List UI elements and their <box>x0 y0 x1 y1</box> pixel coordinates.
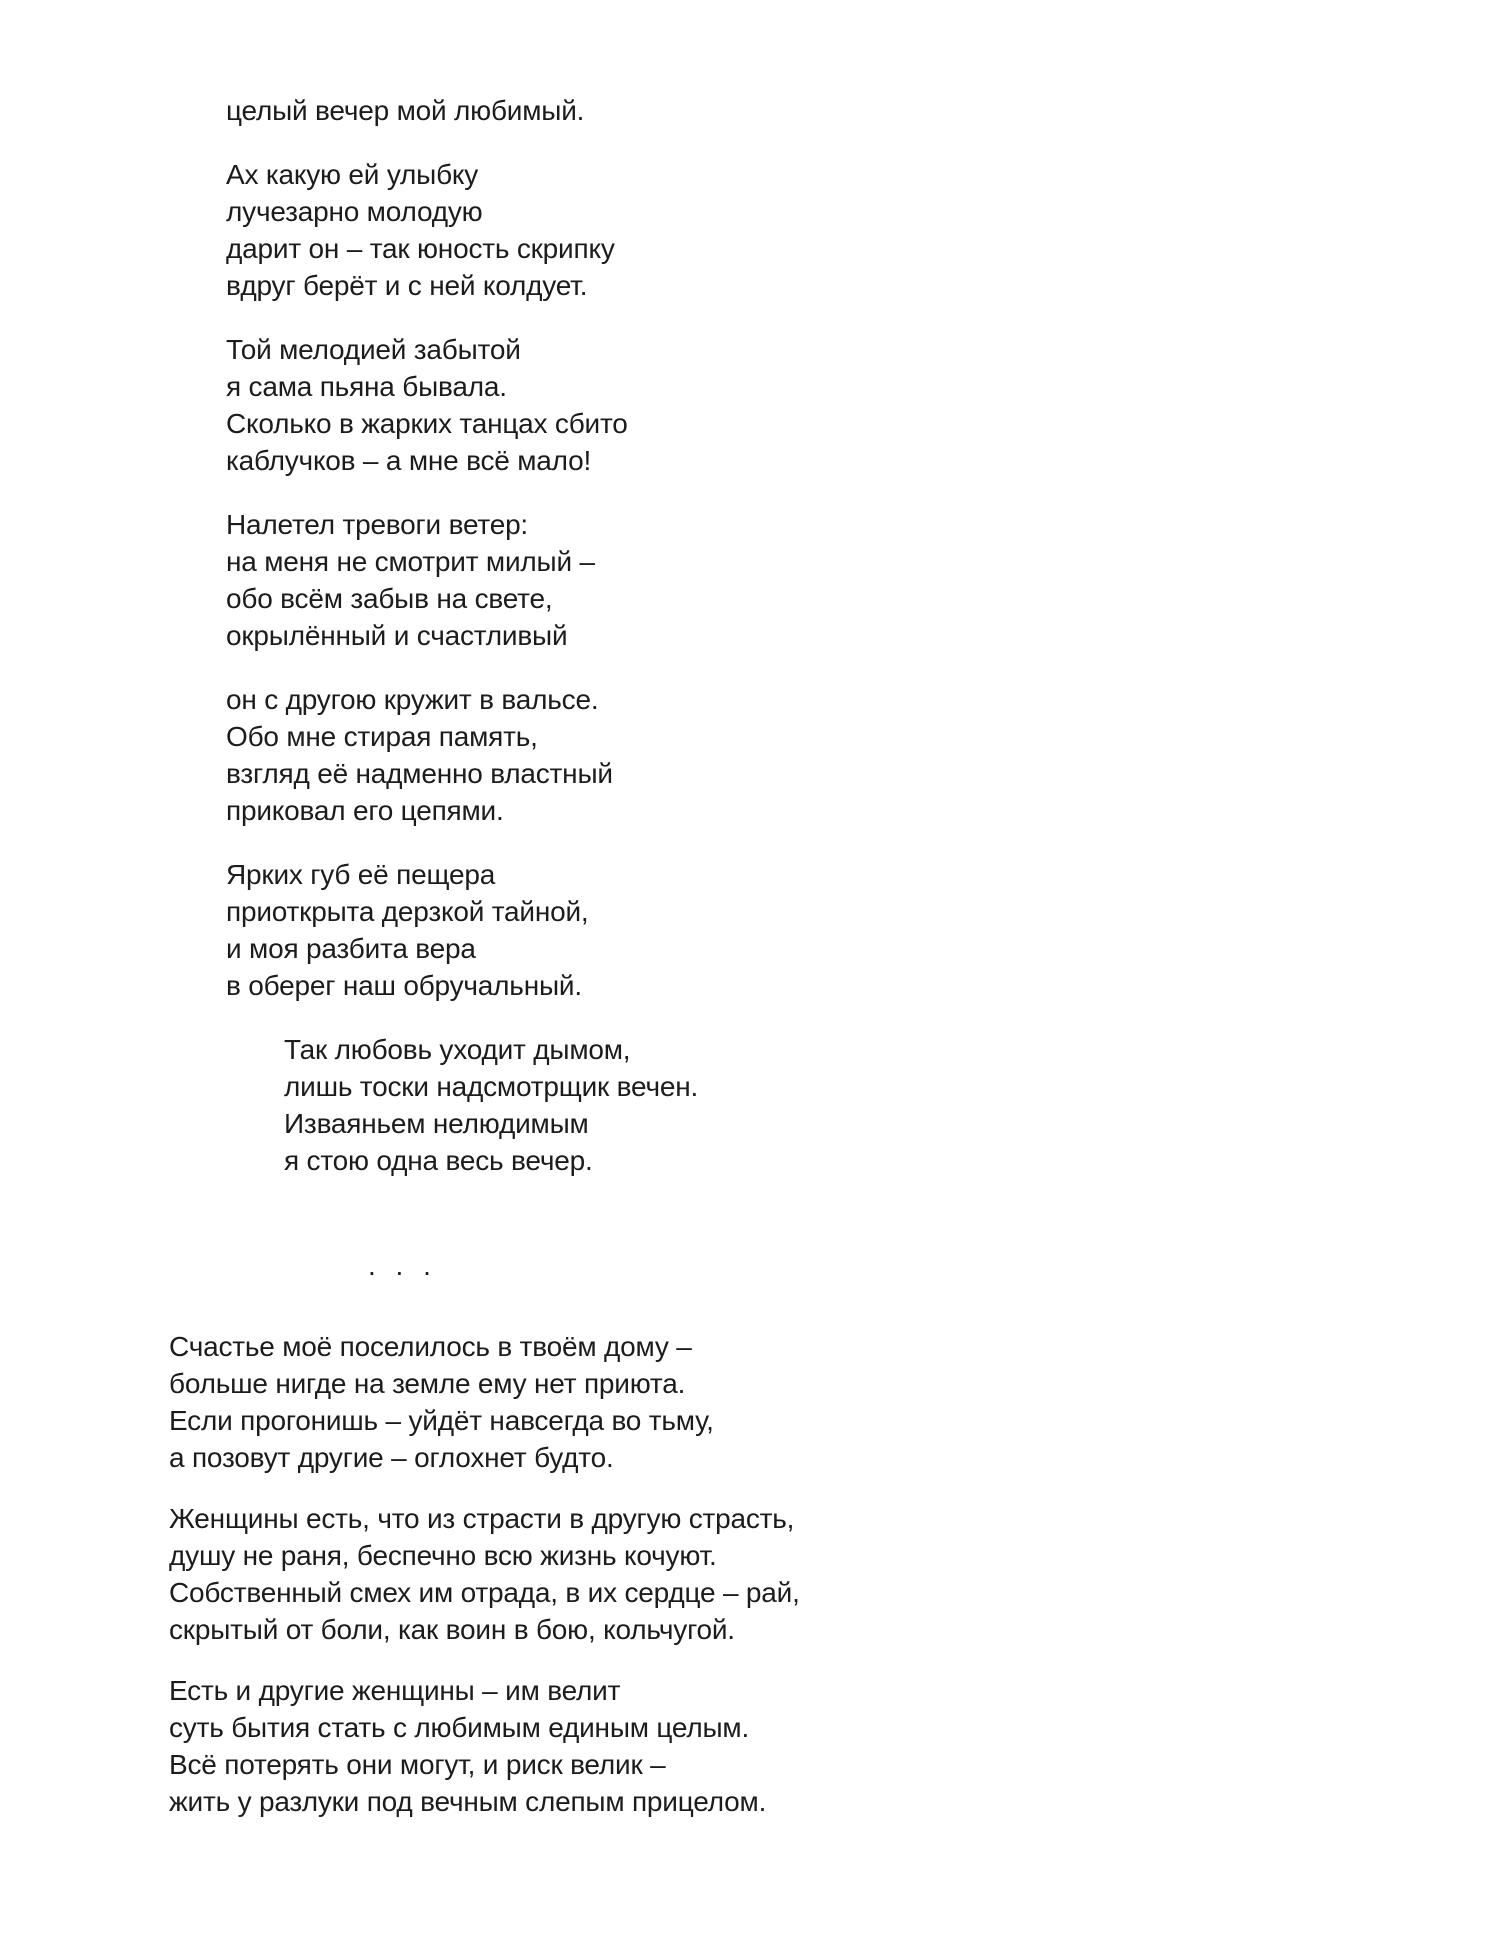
poem-line: вдруг берёт и с ней колдует. <box>226 270 588 301</box>
poem-line: Так любовь уходит дымом, <box>284 1034 631 1065</box>
poem-line: целый вечер мой любимый. <box>226 95 585 126</box>
stanza <box>226 681 698 829</box>
section-divider-dots: . . . <box>368 1250 431 1281</box>
stanza <box>226 506 698 654</box>
poem-line: каблучков – а мне всё мало! <box>226 445 592 476</box>
poem-line: душу не раня, беспечно всю жизнь кочуют. <box>169 1540 717 1571</box>
stanza-indented <box>226 1031 698 1179</box>
poem-line: больше нигде на земле ему нет приюта. <box>169 1368 686 1399</box>
poem-section-2 <box>169 1328 800 1844</box>
poem-line: Изваяньем нелюдимым <box>284 1108 589 1139</box>
poem-line: Собственный смех им отрада, в их сердце – рай, <box>169 1577 800 1608</box>
poem-line: Обо мне стирая память, <box>226 721 538 752</box>
poem-line: Ярких губ её пещера <box>226 859 496 890</box>
poem-line: Если прогонишь – уйдёт навсегда во тьму, <box>169 1405 714 1436</box>
poem-line: скрытый от боли, как воин в бою, кольчугой. <box>169 1614 735 1645</box>
poem-line: Той мелодией забытой <box>226 334 521 365</box>
poem-line: Есть и другие женщины – им велит <box>169 1675 621 1706</box>
poem-line: окрылённый и счастливый <box>226 620 568 651</box>
poem-line: лучезарно молодую <box>226 196 483 227</box>
poem-line: обо всём забыв на свете, <box>226 583 553 614</box>
poem-line: в оберег наш обручальный. <box>226 970 582 1001</box>
poem-line: он с другою кружит в вальсе. <box>226 684 599 715</box>
poem-line: приковал его цепями. <box>226 795 504 826</box>
poem-line: я сама пьяна бывала. <box>226 371 507 402</box>
poem-line: Женщины есть, что из страсти в другую страсть, <box>169 1503 795 1534</box>
poem-line: жить у разлуки под вечным слепым прицелом. <box>169 1786 767 1817</box>
poem-line: на меня не смотрит милый – <box>226 546 595 577</box>
poem-line: а позовут другие – оглохнет будто. <box>169 1442 614 1473</box>
stanza <box>169 1500 800 1648</box>
poem-line: лишь тоски надсмотрщик вечен. <box>284 1071 699 1102</box>
poem-line: суть бытия стать с любимым единым целым. <box>169 1712 750 1743</box>
stanza <box>226 156 698 304</box>
stanza <box>226 856 698 1004</box>
stanza <box>226 92 698 129</box>
poem-line: Счастье моё поселилось в твоём дому – <box>169 1331 692 1362</box>
poem-line: Ах какую ей улыбку <box>226 159 479 190</box>
poem-line: приоткрыта дерзкой тайной, <box>226 896 589 927</box>
stanza <box>169 1672 800 1820</box>
stanza <box>169 1328 800 1476</box>
poem-line: и моя разбита вера <box>226 933 476 964</box>
poem-line: Сколько в жарких танцах сбито <box>226 408 628 439</box>
stanza <box>226 331 698 479</box>
poem-line: я стою одна весь вечер. <box>284 1145 593 1176</box>
poem-line: дарит он – так юность скрипку <box>226 233 615 264</box>
poem-line: Налетел тревоги ветер: <box>226 509 529 540</box>
poem-section-1 <box>226 92 698 1206</box>
poem-line: взгляд её надменно властный <box>226 758 613 789</box>
poem-line: Всё потерять они могут, и риск велик – <box>169 1749 666 1780</box>
